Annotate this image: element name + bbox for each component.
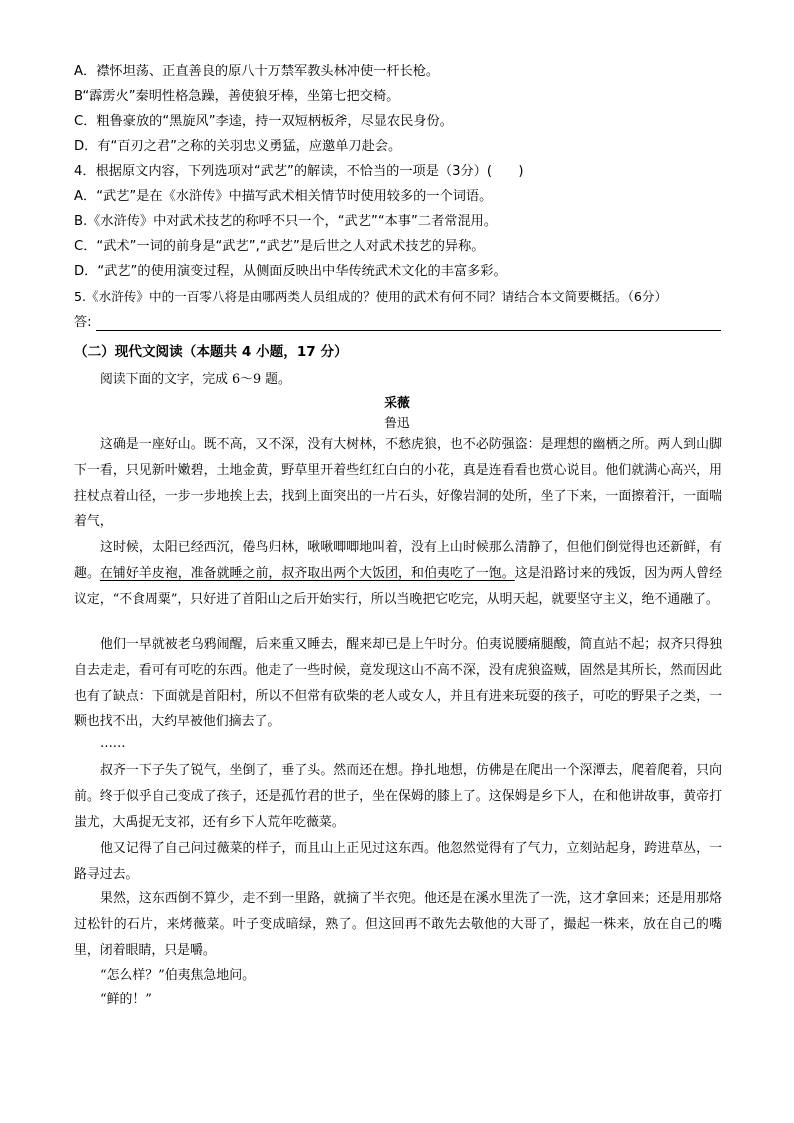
q4-option-b: B.《水浒传》中对武术技艺的称呼不只一个，“武艺”“本事”二者常混用。 (74, 214, 498, 229)
answer-line[interactable] (96, 330, 721, 331)
q4-option-d: D．“武艺”的使用演变过程，从侧面反映出中华传统武术文化的丰富多彩。 (74, 264, 507, 279)
passage-paragraph: 他们一早就被老乌鸦闹醒，后来重又睡去，醒来却已是上午时分。伯夷说腰痛腿酸，简直站不起；叔齐只得独自去走走，看可有可吃的东西。他走了一些时候，竟发现这山不高不深，没有虎狼盗贼，固然是其所长，然而因此也有了缺点：下面就是首阳村，所以不但常有砍柴的老人或女人，并且有进来玩耍的孩子，可吃的野果子之类，一颗也找不出，大约早被他们摘去了。 (74, 637, 722, 730)
answer-label: 答: (74, 315, 92, 330)
ellipsis: …… (100, 736, 126, 751)
underlined-sentence: 在铺好羊皮袍，准备就睡之前，叔齐取出两个大饭团，和伯夷吃了一饱。 (99, 565, 515, 581)
q5-stem: 5.《水浒传》中的一百零八将是由哪两类人员组成的？使用的武术有何不同？请结合本文简要概括。（6分） (74, 289, 668, 304)
q4-option-c: C．“武术”一词的前身是“武艺”,“武艺”是后世之人对武术技艺的异称。 (74, 239, 485, 254)
passage-paragraph (74, 535, 722, 612)
dialogue-line: “怎么样？”伯夷焦急地问。 (100, 968, 255, 983)
passage-author: 鲁迅 (384, 415, 410, 430)
q3-option-d: D．有“百刃之君”之称的关羽忠义勇猛，应邀单刀赴会。 (74, 139, 402, 154)
passage-paragraph: 叔齐一下子失了锐气，坐倒了，垂了头。然而还在想。挣扎地想，仿佛是在爬出一个深潭去，爬着爬着，只向前。终于似乎自己变成了孩子，还是孤竹君的世子，坐在保姆的膝上了。这保姆是乡下人，在和他讲故事，黄帝打蚩尤，大禹捉无支祁，还有乡下人荒年吃薇菜。 (74, 763, 722, 830)
q3-option-a: A．襟怀坦荡、正直善良的原八十万禁军教头林冲使一杆长枪。 (74, 64, 440, 79)
passage-title: 采薇 (384, 396, 410, 411)
q3-option-c: C．粗鲁豪放的“黑旋风”李逵，持一双短柄板斧，尽显农民身份。 (74, 114, 453, 129)
q4-option-a: A．“武艺”是在《水浒传》中描写武术相关情节时使用较多的一个词语。 (74, 189, 493, 204)
dialogue-line: “鲜的！” (100, 992, 152, 1007)
passage-sentence: 这是沿路讨来的残饭，因为两人曾经议定，“不食周粟”，只好进了首阳山之后开始实行，所以当晚把它吃完，从明天起，就要坚守主义，绝不通融了。 (74, 565, 723, 607)
q4-stem: 4．根据原文内容，下列选项对“武艺”的解读，不恰当的一项是（3分）( ) (74, 164, 524, 179)
passage-paragraph: 这确是一座好山。既不高，又不深，没有大树林，不愁虎狼，也不必防强盗：是理想的幽栖之所。两人到山脚下一看，只见新叶嫩碧，土地金黄，野草里开着些红红白白的小花，真是连看看也赏心说目。他们就满心高兴，用拄杖点着山径，一步一步地挨上去，找到上面突出的一片石头，好像岩洞的处所，坐了下来，一面擦着汗，一面喘着气， (74, 437, 722, 530)
reading-instruction: 阅读下面的文字，完成 6～9 题。 (100, 372, 291, 387)
passage-sentence: 这时候，太阳已经西沉，倦鸟归林，啾啾唧唧地叫着，没有上山时候那么清静了，但他们倒觉得也还新鲜，有趣。 (74, 540, 722, 581)
passage-paragraph: 果然，这东西倒不算少，走不到一里路，就摘了半衣兜。他还是在溪水里洗了一洗，这才拿回来；还是用那烙过松针的石片，来烤薇菜。叶子变成暗绿，熟了。但这回再不敢先去敬他的大哥了，撮起一株来，放在自己的嘴里，闭着眼睛，只是嚼。 (74, 891, 722, 958)
passage-paragraph: 他又记得了自己问过薇菜的样子，而且山上正见过这东西。他忽然觉得有了气力，立刻站起身，跨进草丛，一路寻过去。 (74, 841, 722, 882)
section-heading: （二）现代文阅读（本题共 4 小题，17 分） (74, 344, 348, 360)
q3-option-b: B“霹雳火”秦明性格急躁，善使狼牙棒，坐第七把交椅。 (74, 89, 400, 104)
